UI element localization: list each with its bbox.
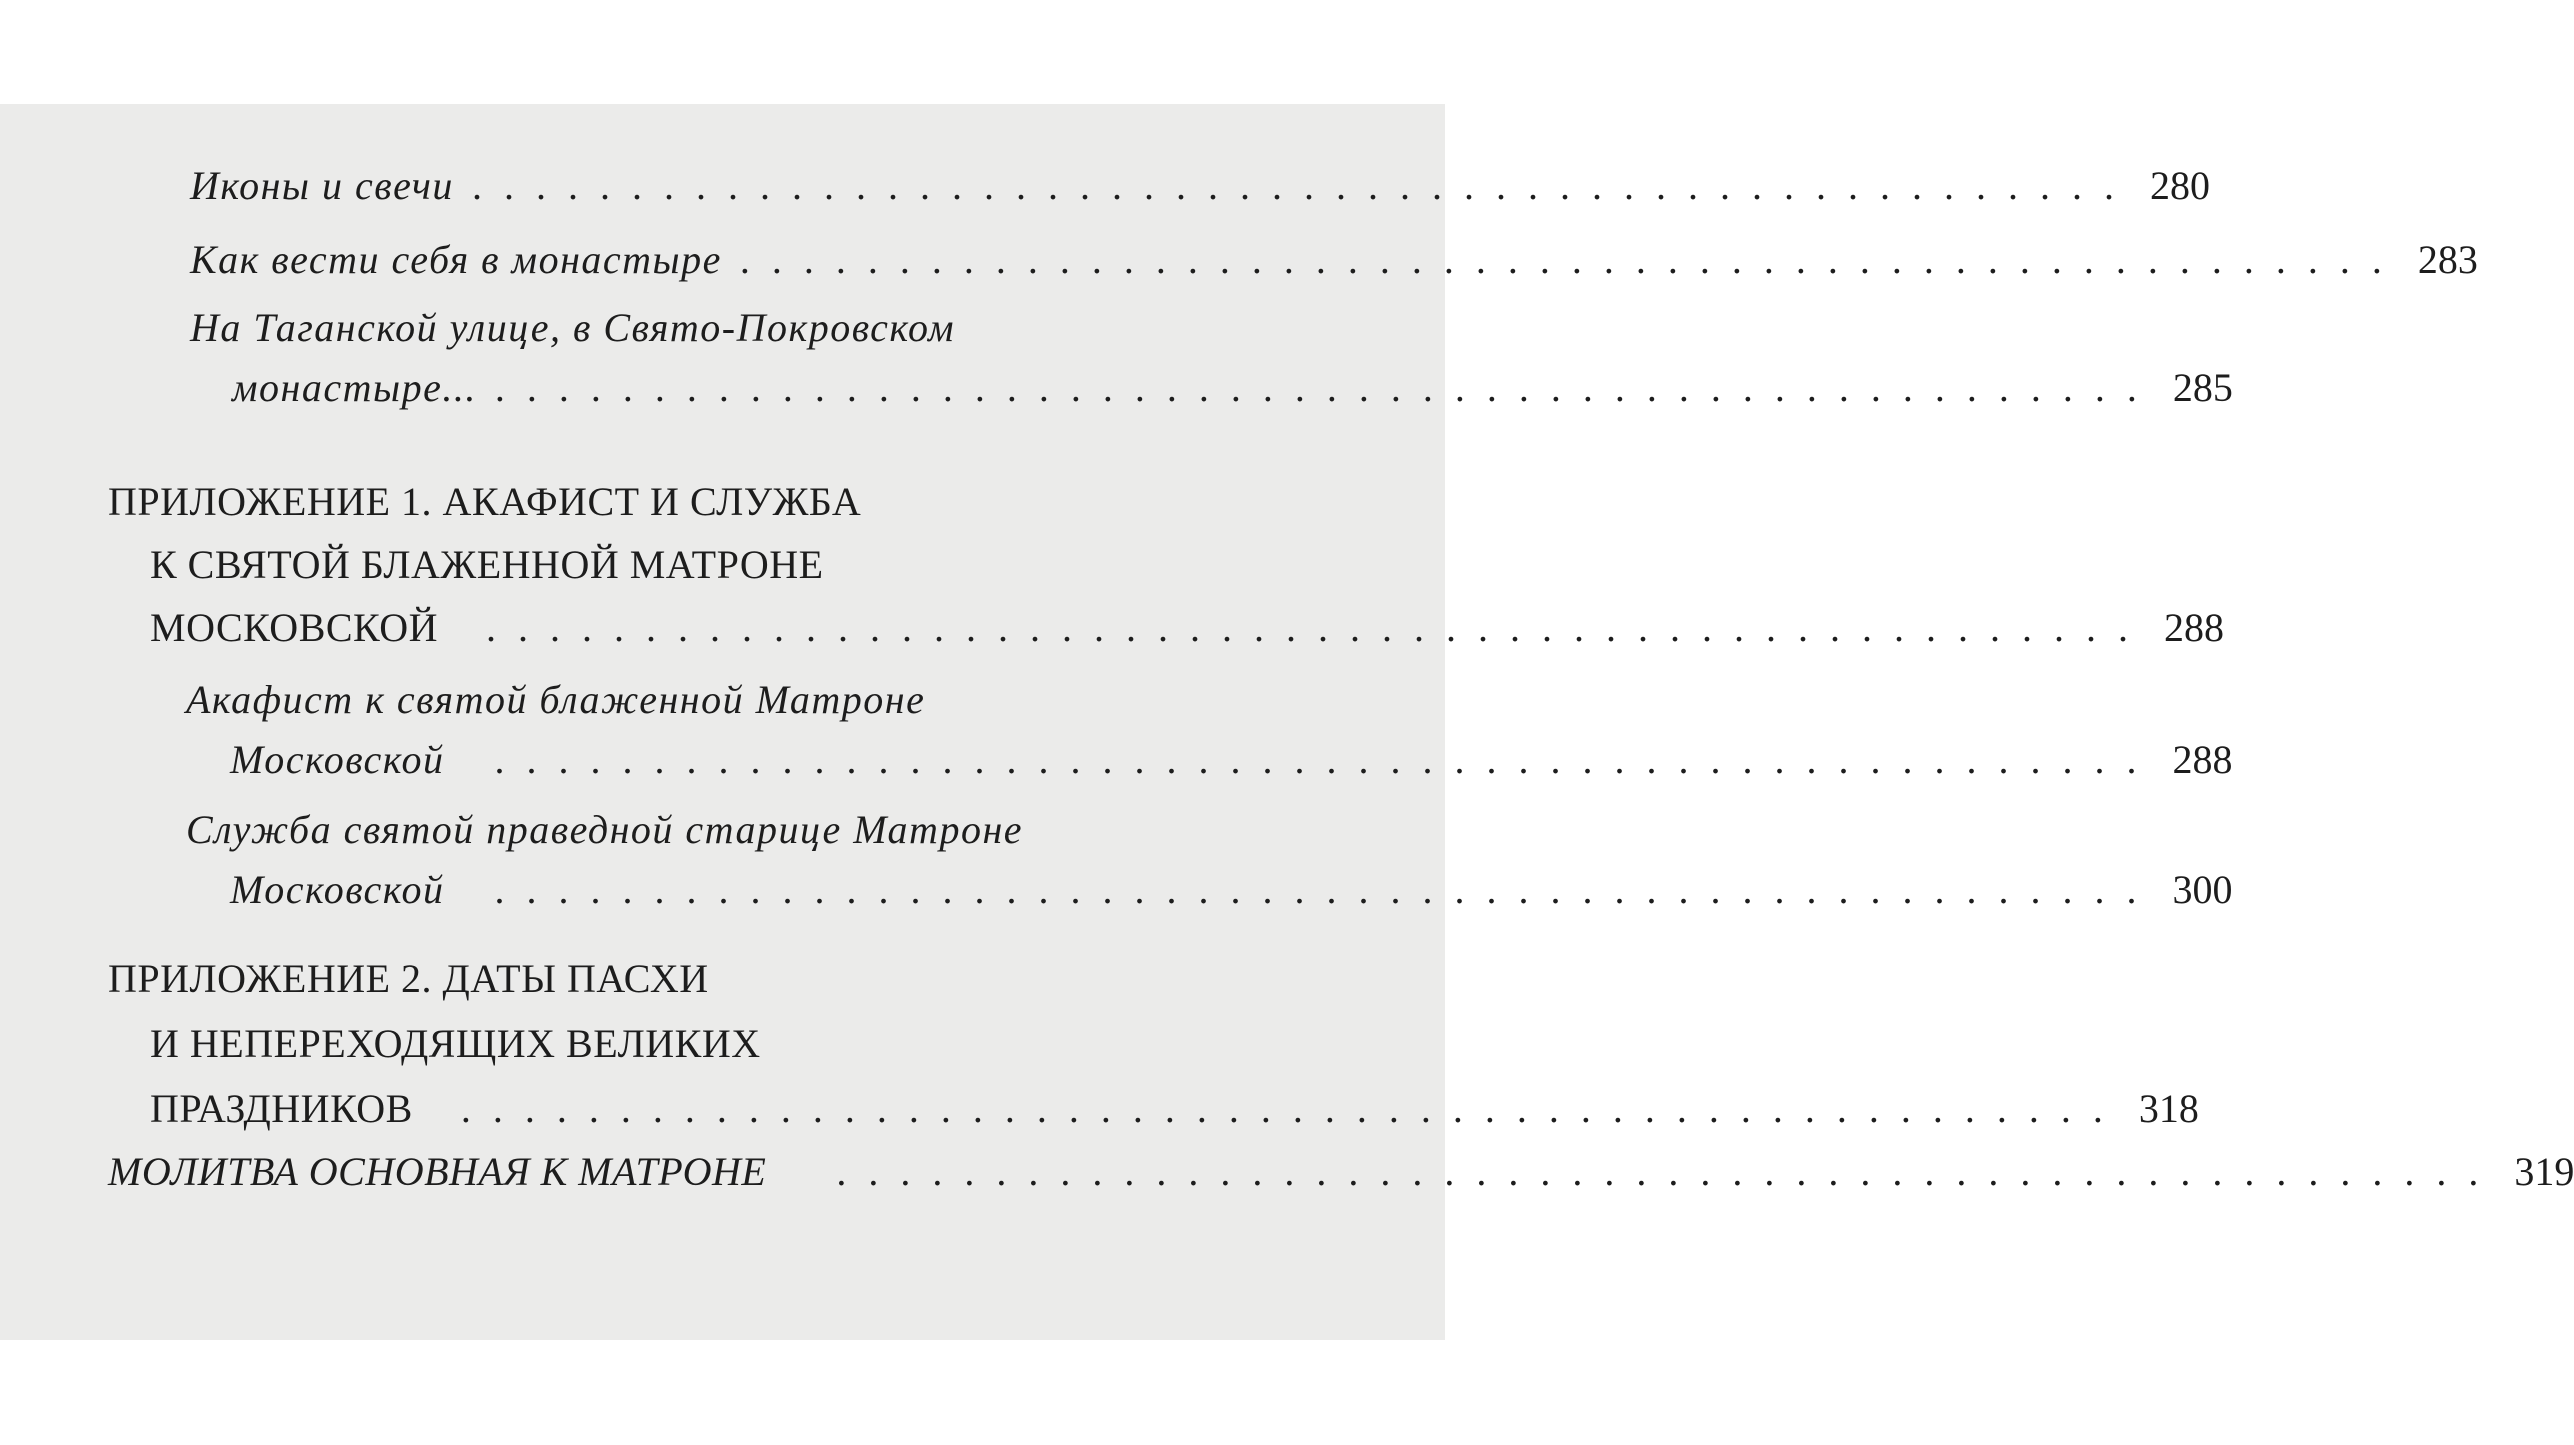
toc-entry-icons-candles [190,156,2210,216]
toc-entry-appendix-1 [108,470,2225,659]
toc-entry-title-continued: монастыре... [232,365,477,410]
book-page [0,104,2574,1340]
dot-leader: . . . . . . . . . . . . . . . . . . . . . . . . . . . . . . . . . . . . . . . . . . . . . . . . . . . . [471,163,2120,208]
dot-leader: . . . . . . . . . . . . . . . . . . . . . . . . . . . . . . . . . . . . . . . . . . . . . . . . . . . . [460,1086,2109,1131]
toc-entry-title: Иконы и свечи [190,163,454,208]
toc-entry-title-continued: МОСКОВСКОЙ [150,605,439,650]
toc-entry-title: Служба святой праведной старице Матроне [186,807,1024,852]
toc-page-number: 288 [2172,737,2233,782]
dot-leader: . . . . . . . . . . . . . . . . . . . . . . . . . . . . . . . . . . . . . . . . . . . . . . . . . . . . [494,867,2143,912]
toc-entry-title: На Таганской улице, в Свято-Покровском [190,305,956,350]
toc-entry-prayer [108,1142,2574,1202]
toc-page-number: 288 [2164,605,2225,650]
toc-page-number: 300 [2172,867,2233,912]
toc-page-number: 280 [2149,163,2210,208]
toc-entry-title-continued: К СВЯТОЙ БЛАЖЕННОЙ МАТРОНЕ [150,542,824,587]
dot-leader: . . . . . . . . . . . . . . . . . . . . . . . . . . . . . . . . . . . . . . . . . . . . . . . . . . . . [739,237,2388,282]
toc-entry-akathist [186,670,2233,790]
toc-page-number: 285 [2172,365,2233,410]
toc-page-number: 283 [2417,237,2478,282]
toc-entry-title: Как вести себя в монастыре [190,237,722,282]
toc-entry-title-continued: ПРАЗДНИКОВ [150,1086,413,1131]
toc-entry-title: ПРИЛОЖЕНИЕ 1. АКАФИСТ И СЛУЖБА [108,479,862,524]
toc-entry-title: ПРИЛОЖЕНИЕ 2. ДАТЫ ПАСХИ [108,956,709,1001]
toc-entry-title-continued: Московской [230,867,445,912]
toc-entry-taganskaya [190,298,2233,418]
toc-entry-service [186,800,2233,920]
toc-entry-monastery-behavior [190,230,2478,290]
toc-page-number: 318 [2138,1086,2199,1131]
toc-entry-appendix-2 [108,946,2199,1141]
dot-leader: . . . . . . . . . . . . . . . . . . . . . . . . . . . . . . . . . . . . . . . . . . . . . . . . . . . . [836,1149,2485,1194]
toc-entry-title-continued: Московской [230,737,445,782]
toc-page-number: 319 [2514,1149,2574,1194]
dot-leader: . . . . . . . . . . . . . . . . . . . . . . . . . . . . . . . . . . . . . . . . . . . . . . . . . . . . [494,737,2143,782]
dot-leader: . . . . . . . . . . . . . . . . . . . . . . . . . . . . . . . . . . . . . . . . . . . . . . . . . . . . [494,365,2143,410]
toc-entry-title-continued: И НЕПЕРЕХОДЯЩИХ ВЕЛИКИХ [150,1021,761,1066]
toc-entry-title: МОЛИТВА ОСНОВНАЯ К МАТРОНЕ [108,1149,767,1194]
toc-entry-title: Акафист к святой блаженной Матроне [186,677,926,722]
dot-leader: . . . . . . . . . . . . . . . . . . . . . . . . . . . . . . . . . . . . . . . . . . . . . . . . . . . . [486,605,2135,650]
